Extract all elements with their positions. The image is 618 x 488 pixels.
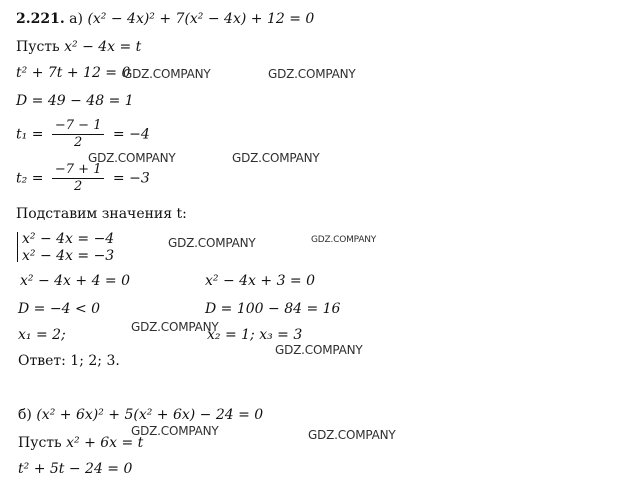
watermark: GDZ.COMPANY bbox=[123, 67, 211, 81]
substitute-text: Подставим значения t: bbox=[16, 206, 187, 222]
let-expr-b: x² + 6x = t bbox=[66, 435, 144, 451]
root-t2 bbox=[16, 162, 150, 195]
problem-heading bbox=[16, 10, 314, 28]
t1-denominator: 2 bbox=[74, 135, 83, 150]
let-expr-a: x² − 4x = t bbox=[64, 39, 142, 55]
watermark: GDZ.COMPANY bbox=[275, 343, 363, 357]
system-eq-2: x² − 4x = −3 bbox=[22, 248, 115, 264]
root-left: x₁ = 2; bbox=[18, 327, 66, 343]
let-statement-a bbox=[16, 38, 141, 56]
t1-numerator: −7 − 1 bbox=[52, 118, 105, 135]
watermark: GDZ.COMPANY bbox=[88, 151, 176, 165]
t2-fraction bbox=[52, 162, 105, 195]
part-a-equation: (x² − 4x)² + 7(x² − 4x) + 12 = 0 bbox=[87, 11, 315, 27]
part-a-label: а) bbox=[69, 11, 83, 27]
discriminant-a: D = 49 − 48 = 1 bbox=[16, 93, 134, 109]
discriminant-right: D = 100 − 84 = 16 bbox=[205, 301, 341, 317]
system-eq-1: x² − 4x = −4 bbox=[22, 231, 115, 247]
equation-right: x² − 4x + 3 = 0 bbox=[205, 273, 316, 289]
equation-left: x² − 4x + 4 = 0 bbox=[20, 273, 131, 289]
answer-text: Ответ: 1; 2; 3. bbox=[18, 353, 120, 369]
part-b-equation: (x² + 6x)² + 5(x² + 6x) − 24 = 0 bbox=[36, 407, 264, 423]
quadratic-b: t² + 5t − 24 = 0 bbox=[18, 461, 133, 477]
t1-left: t₁ = bbox=[16, 126, 44, 143]
system-bracket bbox=[17, 232, 21, 262]
watermark: GDZ.COMPANY bbox=[131, 424, 219, 438]
watermark: GDZ.COMPANY bbox=[131, 320, 219, 334]
watermark: GDZ.COMPANY bbox=[168, 236, 256, 250]
t2-numerator: −7 + 1 bbox=[52, 162, 105, 179]
watermark: GDZ.COMPANY bbox=[268, 67, 356, 81]
watermark: GDZ.COMPANY bbox=[232, 151, 320, 165]
discriminant-left: D = −4 < 0 bbox=[18, 301, 101, 317]
let-statement-b bbox=[18, 434, 143, 452]
root-right: x₂ = 1; x₃ = 3 bbox=[207, 327, 303, 343]
watermark: GDZ.COMPANY bbox=[308, 428, 396, 442]
quadratic-a: t² + 7t + 12 = 0 bbox=[16, 65, 131, 81]
root-t1 bbox=[16, 118, 150, 151]
watermark: GDZ.COMPANY bbox=[311, 235, 377, 245]
problem-number: 2.221. bbox=[16, 11, 65, 27]
let-label: Пусть bbox=[16, 39, 60, 55]
let-label-b: Пусть bbox=[18, 435, 62, 451]
part-b-heading bbox=[18, 406, 263, 424]
part-b-label: б) bbox=[18, 407, 32, 423]
t1-fraction bbox=[52, 118, 105, 151]
t2-right: = −3 bbox=[112, 170, 150, 187]
t1-right: = −4 bbox=[112, 126, 150, 143]
t2-denominator: 2 bbox=[74, 179, 83, 194]
t2-left: t₂ = bbox=[16, 170, 44, 187]
